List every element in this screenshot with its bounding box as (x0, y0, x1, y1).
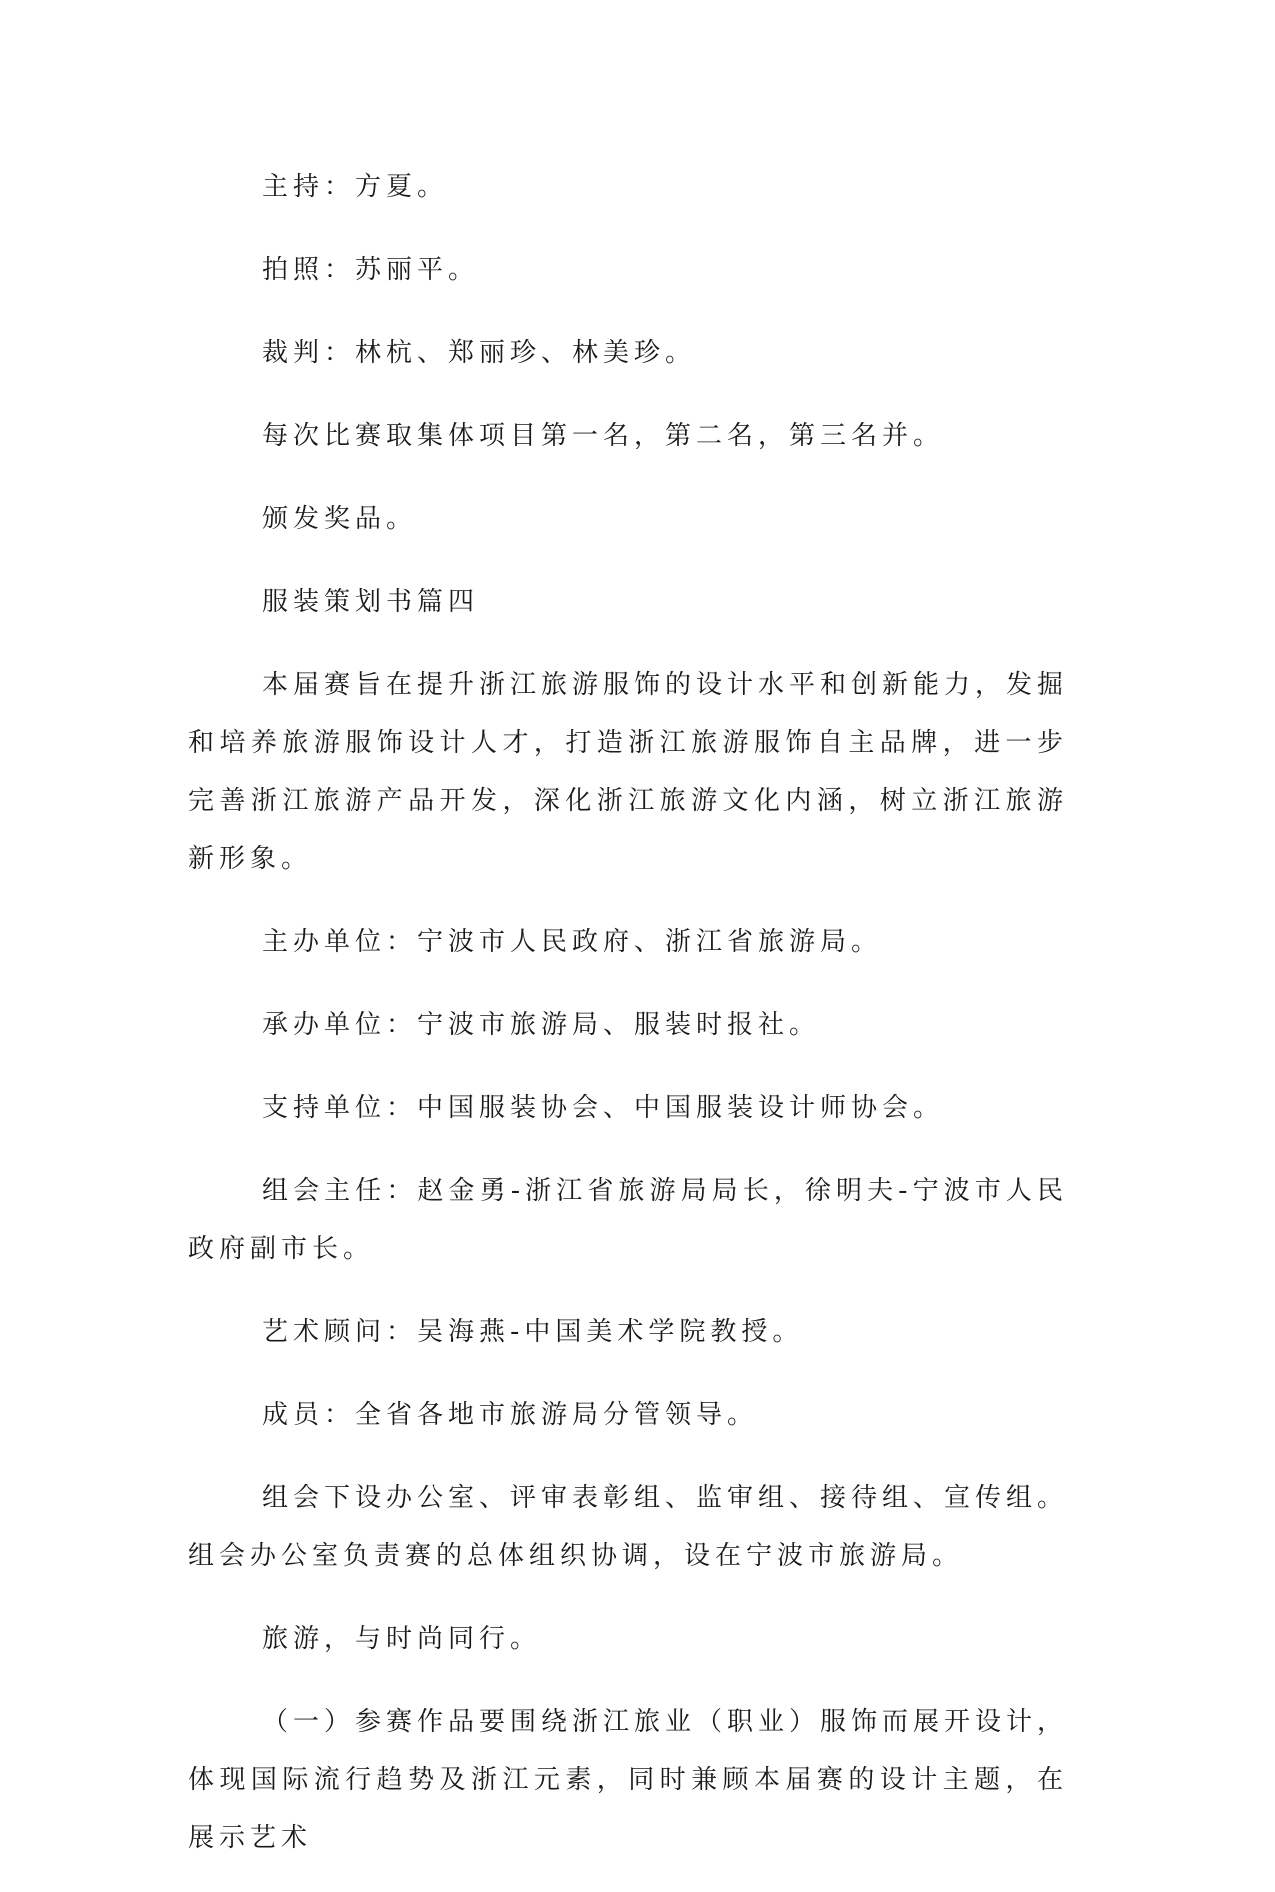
paragraph-ranking: 每次比赛取集体项目第一名，第二名，第三名并。 (262, 421, 945, 451)
paragraph-slogan: 旅游，与时尚同行。 (262, 1624, 542, 1654)
paragraph-requirements: （一）参赛作品要围绕浙江旅业（职业）服饰而展开设计，体现国际流行趋势及浙江元素，同时兼顾本届赛的设计主题，在展示艺术 (188, 1707, 1069, 1853)
paragraph-director: 组会主任：赵金勇-浙江省旅游局局长，徐明夫-宁波市人民政府副市长。 (188, 1176, 1068, 1264)
paragraph-awards: 颁发奖品。 (262, 504, 418, 534)
paragraph-photographer: 拍照：苏丽平。 (262, 255, 480, 285)
paragraph-supporter: 支持单位：中国服装协会、中国服装设计师协会。 (262, 1093, 945, 1123)
paragraph-purpose: 本届赛旨在提升浙江旅游服饰的设计水平和创新能力，发掘和培养旅游服饰设计人才，打造浙江旅游服饰自主品牌，进一步完善浙江旅游产品开发，深化浙江旅游文化内涵，树立浙江旅游新形象。 (188, 670, 1069, 874)
paragraph-members: 成员：全省各地市旅游局分管领导。 (262, 1400, 759, 1430)
paragraph-undertaker: 承办单位：宁波市旅游局、服装时报社。 (262, 1010, 821, 1040)
paragraph-organizer: 主办单位：宁波市人民政府、浙江省旅游局。 (262, 927, 883, 957)
paragraph-office: 组会下设办公室、评审表彰组、监审组、接待组、宣传组。组会办公室负责赛的总体组织协调，设在宁波市旅游局。 (188, 1483, 1069, 1571)
paragraph-art-advisor: 艺术顾问：吴海燕-中国美术学院教授。 (262, 1317, 804, 1347)
section-heading: 服装策划书篇四 (262, 587, 480, 617)
paragraph-host: 主持：方夏。 (262, 172, 449, 202)
paragraph-referees: 裁判：林杭、郑丽珍、林美珍。 (262, 338, 697, 368)
document-body (188, 158, 1068, 1892)
